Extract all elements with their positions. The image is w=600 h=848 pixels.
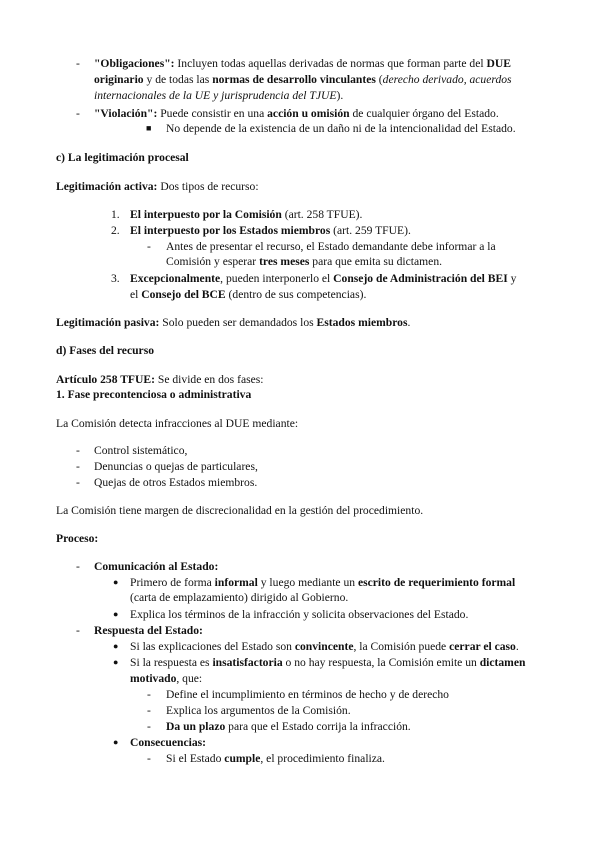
respuesta-bullet-1: Si las explicaciones del Estado son convincente, la Comisión puede cerrar el caso. <box>130 640 519 653</box>
bullet-icon: ● <box>113 577 119 587</box>
comunicacion-label: Comunicación al Estado: <box>94 560 219 573</box>
dictamen-sub-1: Define el incumplimiento en términos de hecho y de derecho <box>166 688 449 701</box>
comunicacion-bullet-1-line-1: Primero de forma informal y luego mediante un escrito de requerimiento formal <box>130 576 516 589</box>
dash-marker: - <box>76 444 80 457</box>
fase-precontenciosa-heading: 1. Fase precontenciosa o administrativa <box>56 388 252 401</box>
proceso-heading: Proceso: <box>56 532 99 545</box>
dash-marker: - <box>147 704 151 717</box>
activa-item-2-sub-line-1: Antes de presentar el recurso, el Estado demandante debe informar a la <box>166 240 496 253</box>
medio-item: Denuncias o quejas de particulares, <box>94 460 258 473</box>
respuesta-bullet-2-line-2: motivado, que: <box>130 672 203 685</box>
dash-marker: - <box>76 460 80 473</box>
consecuencia-item-1: Si el Estado cumple, el procedimiento finaliza. <box>166 752 385 765</box>
legitimacion-heading: c) La legitimación procesal <box>56 151 189 164</box>
medio-item: Quejas de otros Estados miembros. <box>94 476 258 489</box>
comunicacion-bullet-1-line-2: (carta de emplazamiento) dirigido al Gobierno. <box>130 591 349 604</box>
list-number: 2. <box>111 224 120 237</box>
violacion-sub: No depende de la existencia de un daño ni de la intencionalidad del Estado. <box>166 122 516 135</box>
dash-marker: - <box>147 720 151 733</box>
dictamen-sub-2: Explica los argumentos de la Comisión. <box>166 704 351 717</box>
fases-heading: d) Fases del recurso <box>56 344 154 357</box>
dash-marker: - <box>76 624 80 637</box>
violacion-term: "Violación": <box>94 107 158 120</box>
legitimacion-pasiva: Legitimación pasiva: Solo pueden ser demandados los Estados miembros. <box>56 316 411 329</box>
discrecionalidad-text: La Comisión tiene margen de discrecionalidad en la gestión del procedimiento. <box>56 504 424 517</box>
activa-item-2-sub-line-2: Comisión y esperar tres meses para que emita su dictamen. <box>166 255 443 268</box>
bullet-icon: ● <box>113 737 119 747</box>
dash-marker: - <box>147 688 151 701</box>
comunicacion-bullet-2: Explica los términos de la infracción y solicita observaciones del Estado. <box>130 608 469 621</box>
dash-marker: - <box>76 560 80 573</box>
legitimacion-activa: Legitimación activa: Dos tipos de recurso: <box>56 180 259 193</box>
bullet-icon: ● <box>113 657 119 667</box>
deteccion-text: La Comisión detecta infracciones al DUE mediante: <box>56 417 299 430</box>
list-number: 1. <box>111 208 120 221</box>
list-number: 3. <box>111 272 120 285</box>
bullet-icon: ● <box>113 609 119 619</box>
dash-marker: - <box>76 107 80 120</box>
obligaciones-term: "Obligaciones": <box>94 57 175 70</box>
activa-item-1: El interpuesto por la Comisión (art. 258 TFUE). <box>130 208 363 221</box>
respuesta-label: Respuesta del Estado: <box>94 624 203 637</box>
dash-marker: - <box>76 476 80 489</box>
activa-item-3-line-1: Excepcionalmente, pueden interponerlo el Consejo de Administración del BEI y <box>130 272 517 285</box>
obligaciones-line-1: "Obligaciones": Incluyen todas aquellas derivadas de normas que forman parte del DUE <box>94 57 511 70</box>
obligaciones-line-2: originario y de todas las normas de desarrollo vinculantes (derecho derivado, acuerdos <box>94 73 512 86</box>
dictamen-sub-3: Da un plazo para que el Estado corrija la infracción. <box>166 720 411 733</box>
violacion-line: "Violación": Puede consistir en una acción u omisión de cualquier órgano del Estado. <box>94 107 499 120</box>
consecuencias-label: Consecuencias: <box>130 736 206 749</box>
articulo-258-line: Artículo 258 TFUE: Se divide en dos fases: <box>56 373 264 386</box>
square-bullet-icon: ■ <box>146 123 152 133</box>
bullet-icon: ● <box>113 641 119 651</box>
respuesta-bullet-2-line-1: Si la respuesta es insatisfactoria o no hay respuesta, la Comisión emite un dictamen <box>130 656 526 669</box>
medio-item: Control sistemático, <box>94 444 188 457</box>
activa-item-2: El interpuesto por los Estados miembros (art. 259 TFUE). <box>130 224 411 237</box>
obligaciones-line-3: internacionales de la UE y jurisprudencia del TJUE). <box>94 89 344 102</box>
activa-item-3-line-2: el Consejo del BCE (dentro de sus competencias). <box>130 288 367 301</box>
dash-marker: - <box>76 57 80 70</box>
dash-marker: - <box>147 240 151 253</box>
dash-marker: - <box>147 752 151 765</box>
